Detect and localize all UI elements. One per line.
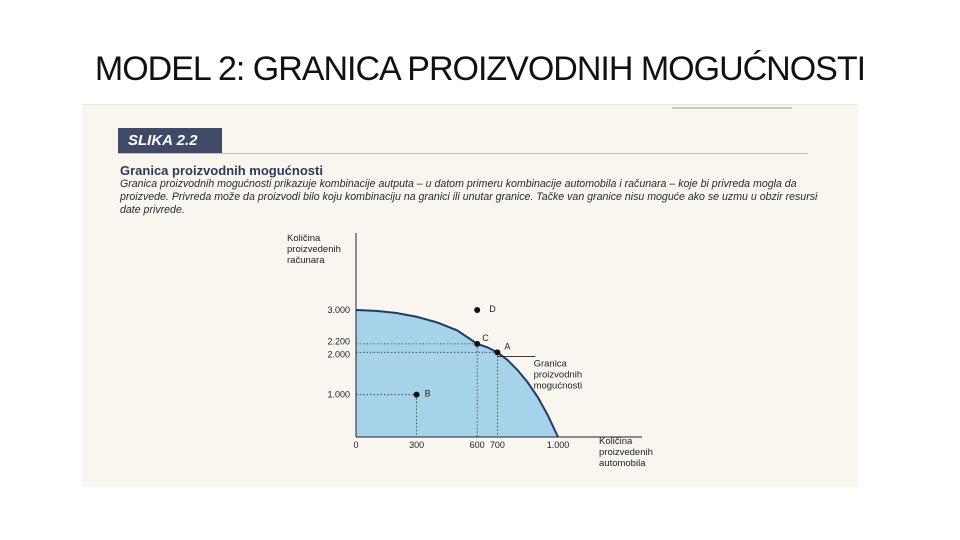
feasible-region-area xyxy=(356,310,558,437)
annotation-label-line: mogućnosti xyxy=(533,380,583,392)
y-tick-label: 2.200 xyxy=(327,336,350,347)
slide-title: MODEL 2: GRANICA PROIZVODNIH MOGUĆNOSTI xyxy=(94,50,866,88)
textbook-figure xyxy=(82,104,858,487)
point-c xyxy=(474,341,480,347)
point-d-label: D xyxy=(489,304,496,314)
x-tick-label: 300 xyxy=(409,440,425,450)
y-axis-label-line: računara xyxy=(287,255,325,266)
x-tick-label: 1.000 xyxy=(546,440,570,450)
point-d xyxy=(474,307,480,313)
x-axis-label-line: automobila xyxy=(599,458,646,469)
point-c-label: C xyxy=(482,332,489,343)
x-axis-label-line: proizvedenih xyxy=(599,447,653,458)
figure-heading: Granica proizvodnih mogućnosti xyxy=(120,163,323,178)
y-tick-label: 2.000 xyxy=(327,349,350,360)
y-axis-label-line: proizvedenih xyxy=(287,244,341,255)
point-a xyxy=(494,349,500,355)
figure-badge: SLIKA 2.2 xyxy=(118,128,222,153)
annotation-label-line: Granica xyxy=(533,358,567,370)
ppf-chart xyxy=(82,105,858,487)
y-tick-label: 3.000 xyxy=(327,305,350,315)
annotation-label-line: proizvodnih xyxy=(533,369,583,381)
x-axis-label-line: Količina xyxy=(599,436,633,447)
y-tick-label: 1.000 xyxy=(327,389,350,400)
point-b-label: B xyxy=(424,388,431,399)
point-b xyxy=(414,392,420,398)
x-tick-label: 600 xyxy=(469,440,485,450)
x-tick-label: 0 xyxy=(353,440,359,450)
y-axis-label-line: Količina xyxy=(287,233,321,244)
x-tick-label: 700 xyxy=(489,440,505,450)
figure-caption: Granica proizvodnih mogućnosti prikazuje kombinacije autputa – u datom primeru kombinacije automobila i računara – koje bi privreda mogla da proizvede. Privreda može da proizvodi bilo koju kombinaciju na granici ili unutar granice. Tačke van granice nisu moguće ako se uzmu u obzir resursi date privrede. xyxy=(120,178,818,216)
point-a-label: A xyxy=(504,341,511,352)
